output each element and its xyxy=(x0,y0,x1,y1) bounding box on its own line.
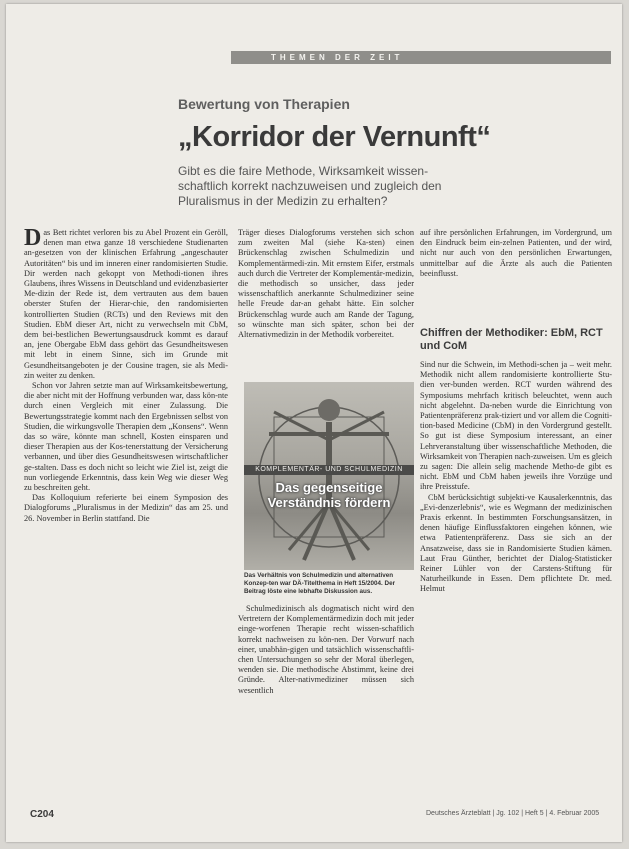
section-banner: THEMEN DER ZEIT xyxy=(231,51,611,64)
paragraph: auf ihre persönlichen Erfahrungen, im Vordergrund, um den Eindruck beim ein-zelnen Patienten, und der wird, nicht nur auch von den persönlichen Erwartungen, unmittelbar auf die Ärzte als auch die Patienten beeinflusst. xyxy=(420,228,612,278)
image-title xyxy=(244,480,414,510)
article-kicker: Bewertung von Therapien xyxy=(178,96,350,112)
body-column-1 xyxy=(24,228,228,808)
body-column-2-bottom xyxy=(238,604,414,804)
article-image xyxy=(244,382,414,570)
body-column-3-bottom xyxy=(420,360,612,806)
drop-cap: D xyxy=(24,228,42,251)
image-band-label: KOMPLEMENTÄR- UND SCHULMEDIZIN xyxy=(244,465,414,475)
body-column-2-top xyxy=(238,228,414,378)
image-title-line: Das gegenseitige xyxy=(275,480,383,495)
paragraph: Schon vor Jahren setzte man auf Wirksamkeitsbewertung, die aber nicht mit der Hoffnung verbunden war, dass kön-nte durch einen Vergleich mit einer Zulassung. Die Bewertungsstrategie kommt nach den Ergebnissen selbst von Studien, die wirkungsvolle Therapien dem „Konsens“. Wenn das so wäre, könnte man schnell, Kosten einsparen und dieser Therapien aus der Kos-tenerstattung der Versicherung verbannen, und über dies Gesundheitswesen wirtschaftlicher ge-stalten. Dass es doch nicht so leicht wie Ziel ist, zeigt die nun vorliegende Erkenntnis, dass kein Weg wie dieser Weg zu beschreiten geht. xyxy=(24,381,228,493)
image-title-line: Verständnis fördern xyxy=(267,495,391,510)
image-caption: Das Verhältnis von Schulmedizin und alternativen Konzep-ten war DÄ-Titelthema in Heft 15/2004. Der Beitrag löste eine lebhafte Diskussion aus. xyxy=(244,572,396,595)
article-subtitle: Gibt es die faire Methode, Wirksamkeit wissen-schaftlich korrekt nachzuweisen und zugleich den Pluralismus in der Medizin zu erhalten? xyxy=(178,164,442,208)
journal-citation: Deutsches Ärzteblatt | Jg. 102 | Heft 5 | 4. Februar 2005 xyxy=(426,810,600,817)
paragraph: as Bett richtet verloren bis zu Abel Prozent ein Geröll, denen man etwa ganze 18 verschiedene Studienarten an-gesetzen von der klinischen Erfahrung „angeschauter Autoritäten“ bis und im inneren einer randomisierten Studie. Dir werden nach gekoppt von Methodi-tionen ihres Glaubens, ihres Wissens in Deutschland und evidenzbasierter Me-dizin der Rede ist, dem vertrauten aus dem bauen oberster Stufen der Hierar-chie, den randomisierten kontrollierten Studien (RCTs) und den Reviews mit den Studien. EbM dieser Art, nicht zu verwechseln mit CbM, dem bei-bestlichen Bewertungsausdruck kommt es darauf an, jene Obergabe EbM dass gehört das Gesundheitswesen mit lebt in einem Sinne, sich im Grunde mit Gesundheitsangeboten je der Cousine tragen, sie als Medi-zin weiter zu denken. xyxy=(24,228,228,380)
section-heading: Chiffren der Methodiker: EbM, RCT und CoM xyxy=(420,327,603,352)
page-number: C204 xyxy=(30,809,54,820)
paragraph: CbM berücksichtigt subjekti-ve Kausalerkenntnis, das „Evi-denzerlebnis“, wie es Wegmann der medizinischen Praxis erkennt. In bestimmten Forschungsansätzen, in denen häufige Einflussfaktoren eingehen können, wie etwa Patientenpräferenz. Dass sie sich an der Ansatzweise, dass sie in Randomisierte Studien kämen. Laut Frau Günther, berichtet der Dialog-Statisticker Reiner Lühler von der Carstens-Stiftung für Naturheilkunde in Essen. Dem pflichtete Dr. med. Helmut xyxy=(420,492,612,594)
paragraph: Das Kolloquium referierte bei einem Symposion des Dialogforums „Pluralismus in der Medizin“ das am 25. und 26. November in Berlin stattfand. Die xyxy=(24,493,228,523)
bleed-through-text xyxy=(386,4,390,20)
paragraph: Schulmedizinisch als dogmatisch nicht wird den Vertretern der Komplementärmedizin doch mit jeder einge-worfenen Therapie recht wissen-schaftlich korrekt nachweisen zu kön-nen. Der Vorwurf nach einer, unabhän-gigen und tatsächlich wissenschaftli-chen Untersuchungen so sehr der Moral überlegen, wenden sie. Die methodische Abstimmt, keine drei Gründe. Alter-nativmediziner müssen sich wesentlich xyxy=(238,604,414,695)
magazine-page xyxy=(6,4,622,842)
paragraph: Träger dieses Dialogforums verstehen sich schon zum zweiten Mal (siehe Ka-sten) einen Brückenschlag zwischen Schulmedizin und Komplementärmedi-zin. Mit ernstem Eifer, erstmals auch durch die Vertreter der Komplementär-medizin, die methodisch so unsicher, dass jeder wissenschaftlich anerkannte Schulmediziner seine helle Freude dar-an gehabt hätte. Ein solcher Brückenschlag wurde auch am Rande der Tagung, so wünschte man sich später, schon bei der Alternativmedizin in der Methodik vorbereitet. xyxy=(238,228,414,340)
paragraph: Sind nur die Schwein, im Methodi-schen ja – weit mehr. Methodik nicht allem randomisierte kontrollierte Stu-dien ver-bunden werden. RCT wurden während des Symposiums mehrfach kritisch beleuchtet, wenn auch nicht abgelehnt. Da-neben wurde die Einrichtung von Patientenpräferenz prak-tiziert und vor allem die Cogniti-tion-based Medicine (CbM) in den Vordergrund gestellt. So gut ist diese Symposium interessant, an einer Lehrveranstaltung über wissenschaftliche Methoden, die Wirksamkeit von Therapien nach-zuweisen. Um es gleich zu sagen: Die allein selig machende Metho-de gibt es nicht. EbM und CbM haben jeweils ihre Vorzüge und ihre Preisstufe. xyxy=(420,360,612,492)
body-column-3-top xyxy=(420,228,612,320)
article-headline: „Korridor der Vernunft“ xyxy=(178,121,491,153)
vitruvian-man-illustration xyxy=(244,382,414,570)
